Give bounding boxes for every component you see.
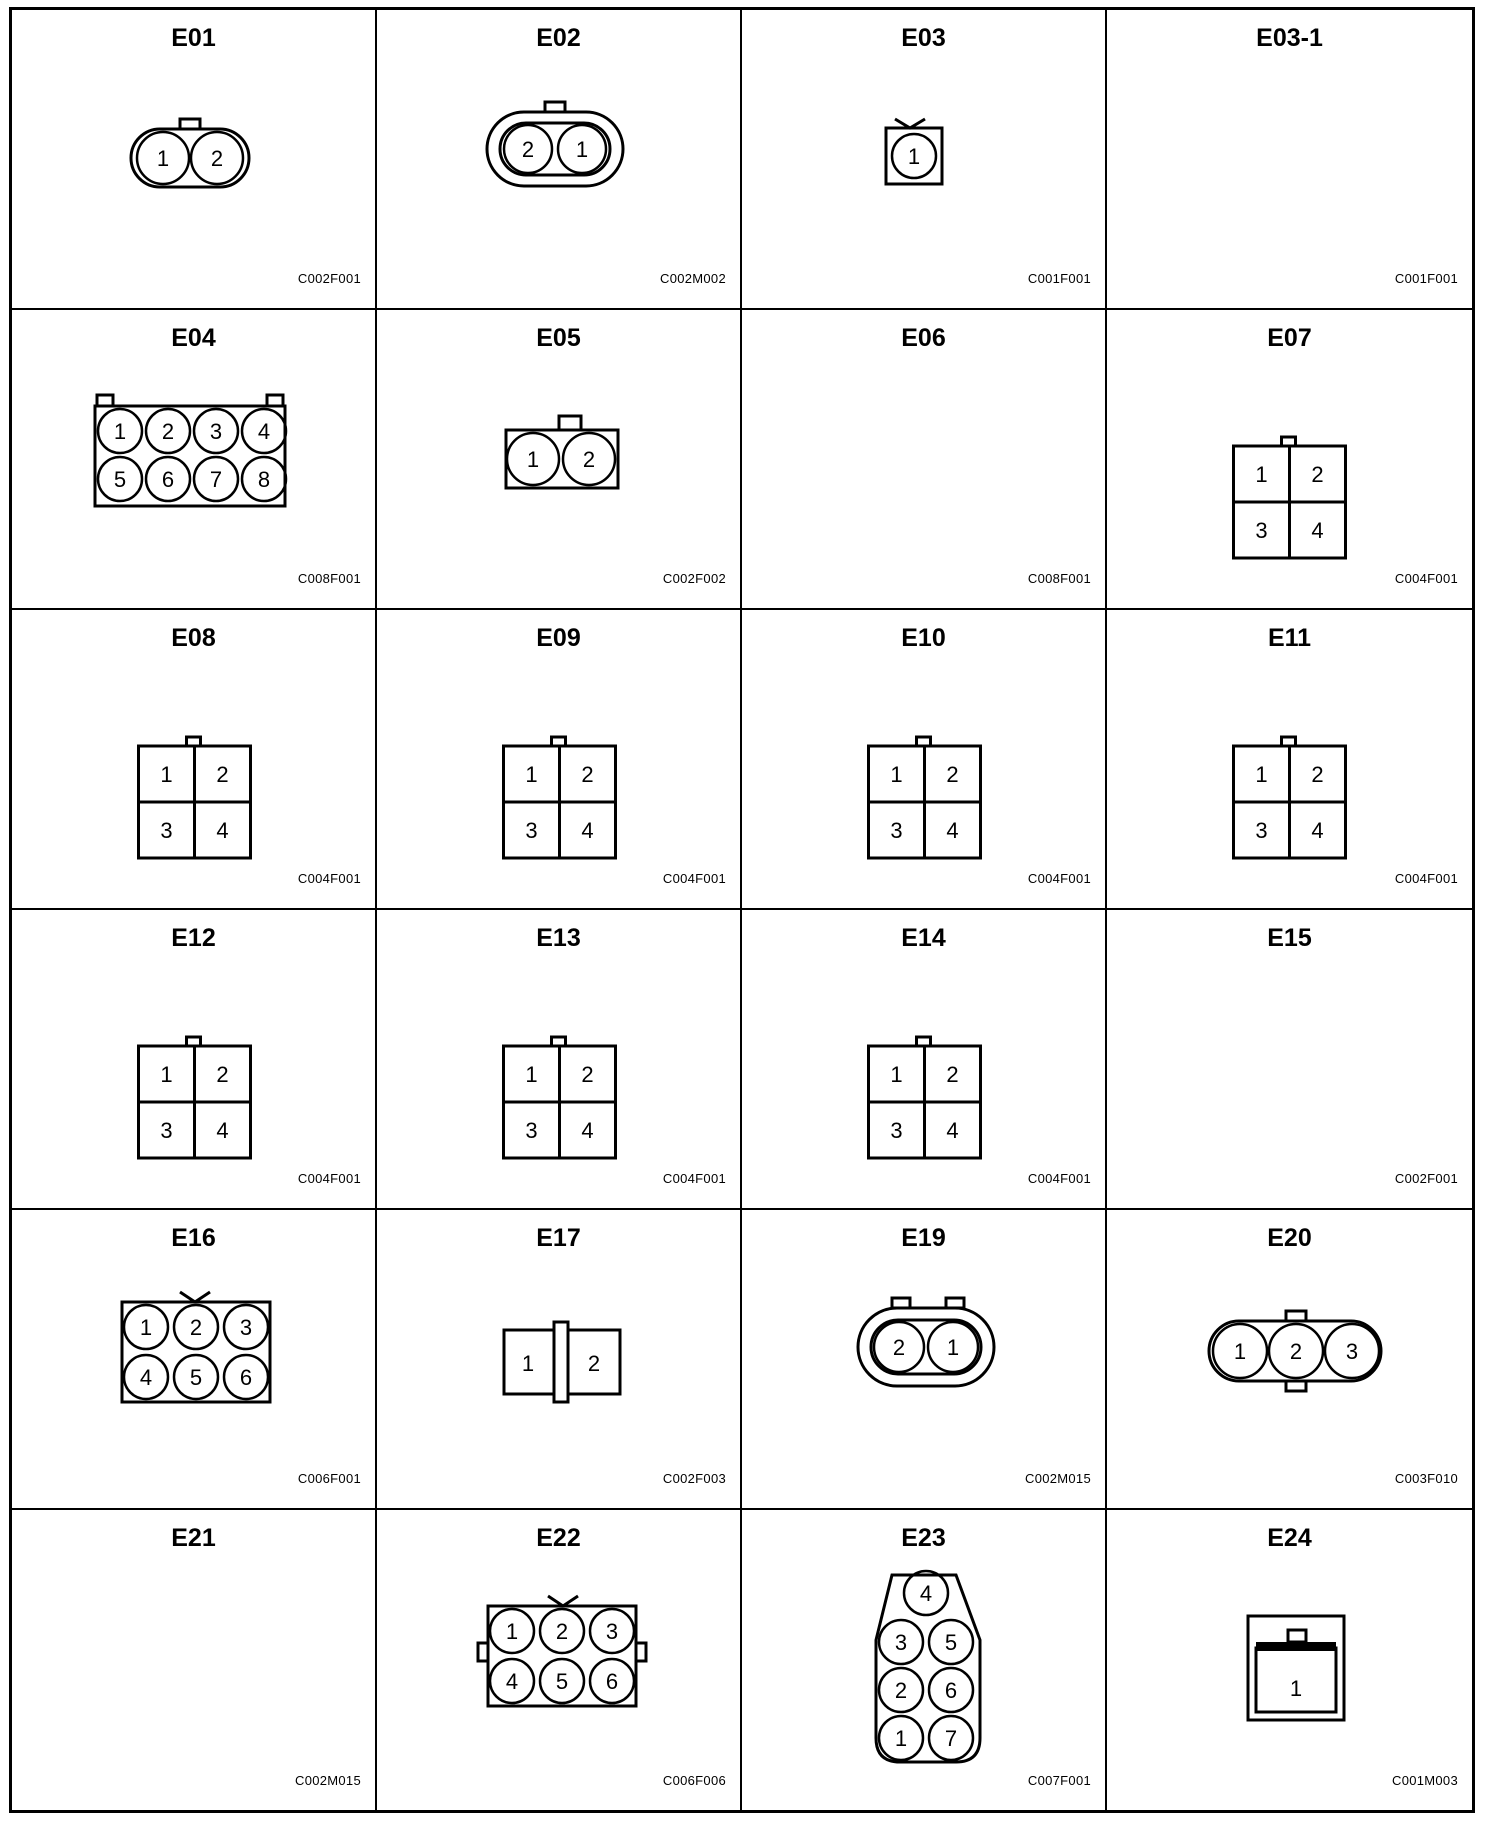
connector-diagram (742, 910, 1107, 1210)
connector-cell (1107, 910, 1472, 1210)
connector-diagram (12, 1210, 377, 1510)
connector-cell (12, 910, 377, 1210)
pin-label: 8 (257, 467, 271, 492)
pin-label: 1 (894, 1726, 908, 1751)
connector-cell (742, 1210, 1107, 1510)
connector-diagram (1107, 310, 1472, 610)
connector-diagram (742, 610, 1107, 910)
connector-housing (1248, 1616, 1344, 1720)
pin-label: 2 (216, 1062, 229, 1087)
pin-label: 2 (189, 1315, 203, 1340)
connector-cell (742, 610, 1107, 910)
connector-cell (377, 610, 742, 910)
connector-cell (377, 10, 742, 310)
pin-label: 2 (894, 1678, 908, 1703)
connector-diagram (1107, 10, 1472, 310)
pin-label: 1 (113, 419, 127, 444)
connector-id: E22 (536, 1524, 581, 1552)
pin-label: 2 (216, 762, 229, 787)
connector-id: E20 (1267, 1224, 1312, 1252)
pin-label: 1 (160, 1062, 173, 1087)
pin-label: 2 (161, 419, 175, 444)
connector-diagram (377, 1510, 742, 1810)
connector-id: E11 (1267, 624, 1312, 652)
connector-cell (742, 1510, 1107, 1810)
pin-label: 4 (946, 1118, 959, 1143)
connector-cell (12, 1510, 377, 1810)
connector-diagram (12, 910, 377, 1210)
pin-label: 1 (139, 1315, 153, 1340)
connector-diagram (1107, 1210, 1472, 1510)
pin-label: 2 (1311, 762, 1324, 787)
connector-cell (377, 1510, 742, 1810)
latch-tab (267, 395, 283, 406)
connector-diagram (742, 10, 1107, 310)
pin-label: 1 (1289, 1676, 1303, 1701)
pin-label: 1 (505, 1619, 519, 1644)
pin-label: 1 (521, 1351, 535, 1376)
connector-id: E08 (171, 624, 216, 652)
connector-part-code: C001F001 (1394, 271, 1458, 286)
pin-label: 7 (209, 467, 223, 492)
pin-label: 7 (944, 1726, 958, 1751)
connector-part-code: C004F001 (297, 871, 361, 886)
pin-label: 4 (139, 1365, 153, 1390)
pin-label: 5 (189, 1365, 203, 1390)
pin-label: 6 (239, 1365, 253, 1390)
connector-cell (742, 310, 1107, 610)
pin-label: 1 (525, 762, 538, 787)
connector-part-code: C004F001 (1027, 871, 1091, 886)
pin-label: 2 (582, 447, 596, 472)
pin-label: 3 (1255, 818, 1268, 843)
connector-diagram (12, 610, 377, 910)
connector-part-code: C002M015 (295, 1773, 361, 1788)
connector-diagram (377, 10, 742, 310)
connector-diagram (1107, 1510, 1472, 1810)
connector-id: E05 (536, 324, 581, 352)
pin-label: 2 (1311, 462, 1324, 487)
connector-part-code: C002F001 (297, 271, 361, 286)
pin-label: 1 (160, 762, 173, 787)
pin-label: 1 (890, 1062, 903, 1087)
connector-diagram (1107, 610, 1472, 910)
connector-diagram (377, 610, 742, 910)
connector-id: E07 (1267, 324, 1312, 352)
connector-cell (377, 910, 742, 1210)
connector-part-code: C002F003 (662, 1471, 726, 1486)
connector-id: E21 (171, 1524, 216, 1552)
pin-label: 4 (1311, 818, 1324, 843)
connector-grid (9, 7, 1475, 1813)
connector-diagram (1107, 910, 1472, 1210)
connector-part-code: C002M002 (660, 271, 726, 286)
connector-diagram (12, 10, 377, 310)
pin-label: 2 (521, 137, 535, 162)
connector-part-code: C001F001 (1027, 271, 1091, 286)
connector-cell (12, 10, 377, 310)
pin-label: 3 (239, 1315, 253, 1340)
connector-part-code: C008F001 (1027, 571, 1091, 586)
pin-label: 3 (160, 818, 173, 843)
pin-label: 4 (581, 1118, 594, 1143)
connector-cell (377, 1210, 742, 1510)
pin-label: 2 (946, 762, 959, 787)
connector-part-code: C003F010 (1394, 1471, 1458, 1486)
connector-id: E09 (536, 624, 581, 652)
pin-label: 3 (890, 1118, 903, 1143)
pin-label: 1 (156, 146, 170, 171)
connector-id: E16 (171, 1224, 216, 1252)
pin-label: 3 (525, 818, 538, 843)
connector-diagram (742, 310, 1107, 610)
latch-tab (97, 395, 113, 406)
connector-part-code: C001M003 (1392, 1773, 1458, 1788)
connector-part-code: C008F001 (297, 571, 361, 586)
connector-part-code: C004F001 (1394, 571, 1458, 586)
connector-cell (1107, 10, 1472, 310)
connector-part-code: C002M015 (1025, 1471, 1091, 1486)
pin-label: 4 (216, 1118, 229, 1143)
connector-part-code: C006F001 (297, 1471, 361, 1486)
connector-cell (742, 10, 1107, 310)
pin-label: 4 (1311, 518, 1324, 543)
pin-label: 2 (210, 146, 224, 171)
connector-part-code: C004F001 (1394, 871, 1458, 886)
connector-part-code: C004F001 (1027, 1171, 1091, 1186)
connector-id: E14 (901, 924, 946, 952)
connector-cell (1107, 610, 1472, 910)
connector-cell (377, 310, 742, 610)
connector-cell (1107, 1210, 1472, 1510)
pin-label: 6 (944, 1678, 958, 1703)
connector-id: E06 (901, 324, 946, 352)
pin-label: 1 (1233, 1339, 1247, 1364)
connector-part-code: C004F001 (297, 1171, 361, 1186)
connector-diagram (377, 310, 742, 610)
connector-inner-housing (871, 1320, 981, 1374)
pin-label: 2 (892, 1335, 906, 1360)
connector-id: E04 (171, 324, 216, 352)
connector-cell (1107, 310, 1472, 610)
connector-id: E03 (901, 24, 946, 52)
pin-label: 3 (1345, 1339, 1359, 1364)
split-divider (554, 1322, 568, 1402)
connector-cell (12, 310, 377, 610)
connector-diagram (742, 1510, 1107, 1810)
connector-cell (1107, 1510, 1472, 1810)
pin-label: 5 (113, 467, 127, 492)
pin-label: 6 (161, 467, 175, 492)
connector-id: E10 (901, 624, 946, 652)
pin-label: 1 (525, 1062, 538, 1087)
connector-id: E23 (901, 1524, 946, 1552)
connector-id: E19 (901, 1224, 946, 1252)
pin-label: 3 (605, 1619, 619, 1644)
pin-label: 4 (946, 818, 959, 843)
connector-diagram (12, 1510, 377, 1810)
connector-part-code: C002F001 (1394, 1171, 1458, 1186)
connector-id: E01 (171, 24, 216, 52)
connector-diagram (12, 310, 377, 610)
connector-cell (12, 1210, 377, 1510)
pin-label: 3 (525, 1118, 538, 1143)
connector-diagram (742, 1210, 1107, 1510)
connector-part-code: C007F001 (1027, 1773, 1091, 1788)
pin-label: 1 (575, 137, 589, 162)
pin-label: 4 (216, 818, 229, 843)
pin-label: 1 (526, 447, 540, 472)
pin-label: 2 (946, 1062, 959, 1087)
connector-diagram (377, 1210, 742, 1510)
pin-label: 2 (1289, 1339, 1303, 1364)
pin-label: 5 (944, 1630, 958, 1655)
connector-id: E03-1 (1256, 24, 1323, 52)
pin-label: 1 (1255, 762, 1268, 787)
pin-label: 6 (605, 1669, 619, 1694)
connector-cell (742, 910, 1107, 1210)
connector-inner-housing (500, 123, 610, 175)
latch-tab (1288, 1630, 1306, 1642)
pin-label: 2 (555, 1619, 569, 1644)
pin-label: 2 (581, 1062, 594, 1087)
pin-label: 3 (894, 1630, 908, 1655)
connector-id: E12 (171, 924, 216, 952)
connector-id: E02 (536, 24, 581, 52)
connector-id: E17 (536, 1224, 581, 1252)
pin-label: 4 (257, 419, 271, 444)
pin-label: 4 (505, 1669, 519, 1694)
pin-label: 1 (1255, 462, 1268, 487)
pin-label: 4 (581, 818, 594, 843)
pin-label: 1 (907, 144, 921, 169)
connector-id: E15 (1267, 924, 1312, 952)
pin-label: 1 (946, 1335, 960, 1360)
pin-label: 1 (890, 762, 903, 787)
pin-label: 3 (160, 1118, 173, 1143)
connector-cell (12, 610, 377, 910)
pin-label: 5 (555, 1669, 569, 1694)
pin-label: 3 (1255, 518, 1268, 543)
connector-diagram (377, 910, 742, 1210)
connector-part-code: C004F001 (662, 871, 726, 886)
pin-label: 4 (919, 1581, 933, 1606)
pin-label: 3 (890, 818, 903, 843)
pin-label: 2 (581, 762, 594, 787)
connector-part-code: C006F006 (662, 1773, 726, 1788)
connector-part-code: C002F002 (662, 571, 726, 586)
latch-tab (559, 416, 581, 430)
connector-id: E13 (536, 924, 581, 952)
connector-part-code: C004F001 (662, 1171, 726, 1186)
pin-label: 2 (587, 1351, 601, 1376)
connector-id: E24 (1267, 1524, 1312, 1552)
pin-label: 3 (209, 419, 223, 444)
